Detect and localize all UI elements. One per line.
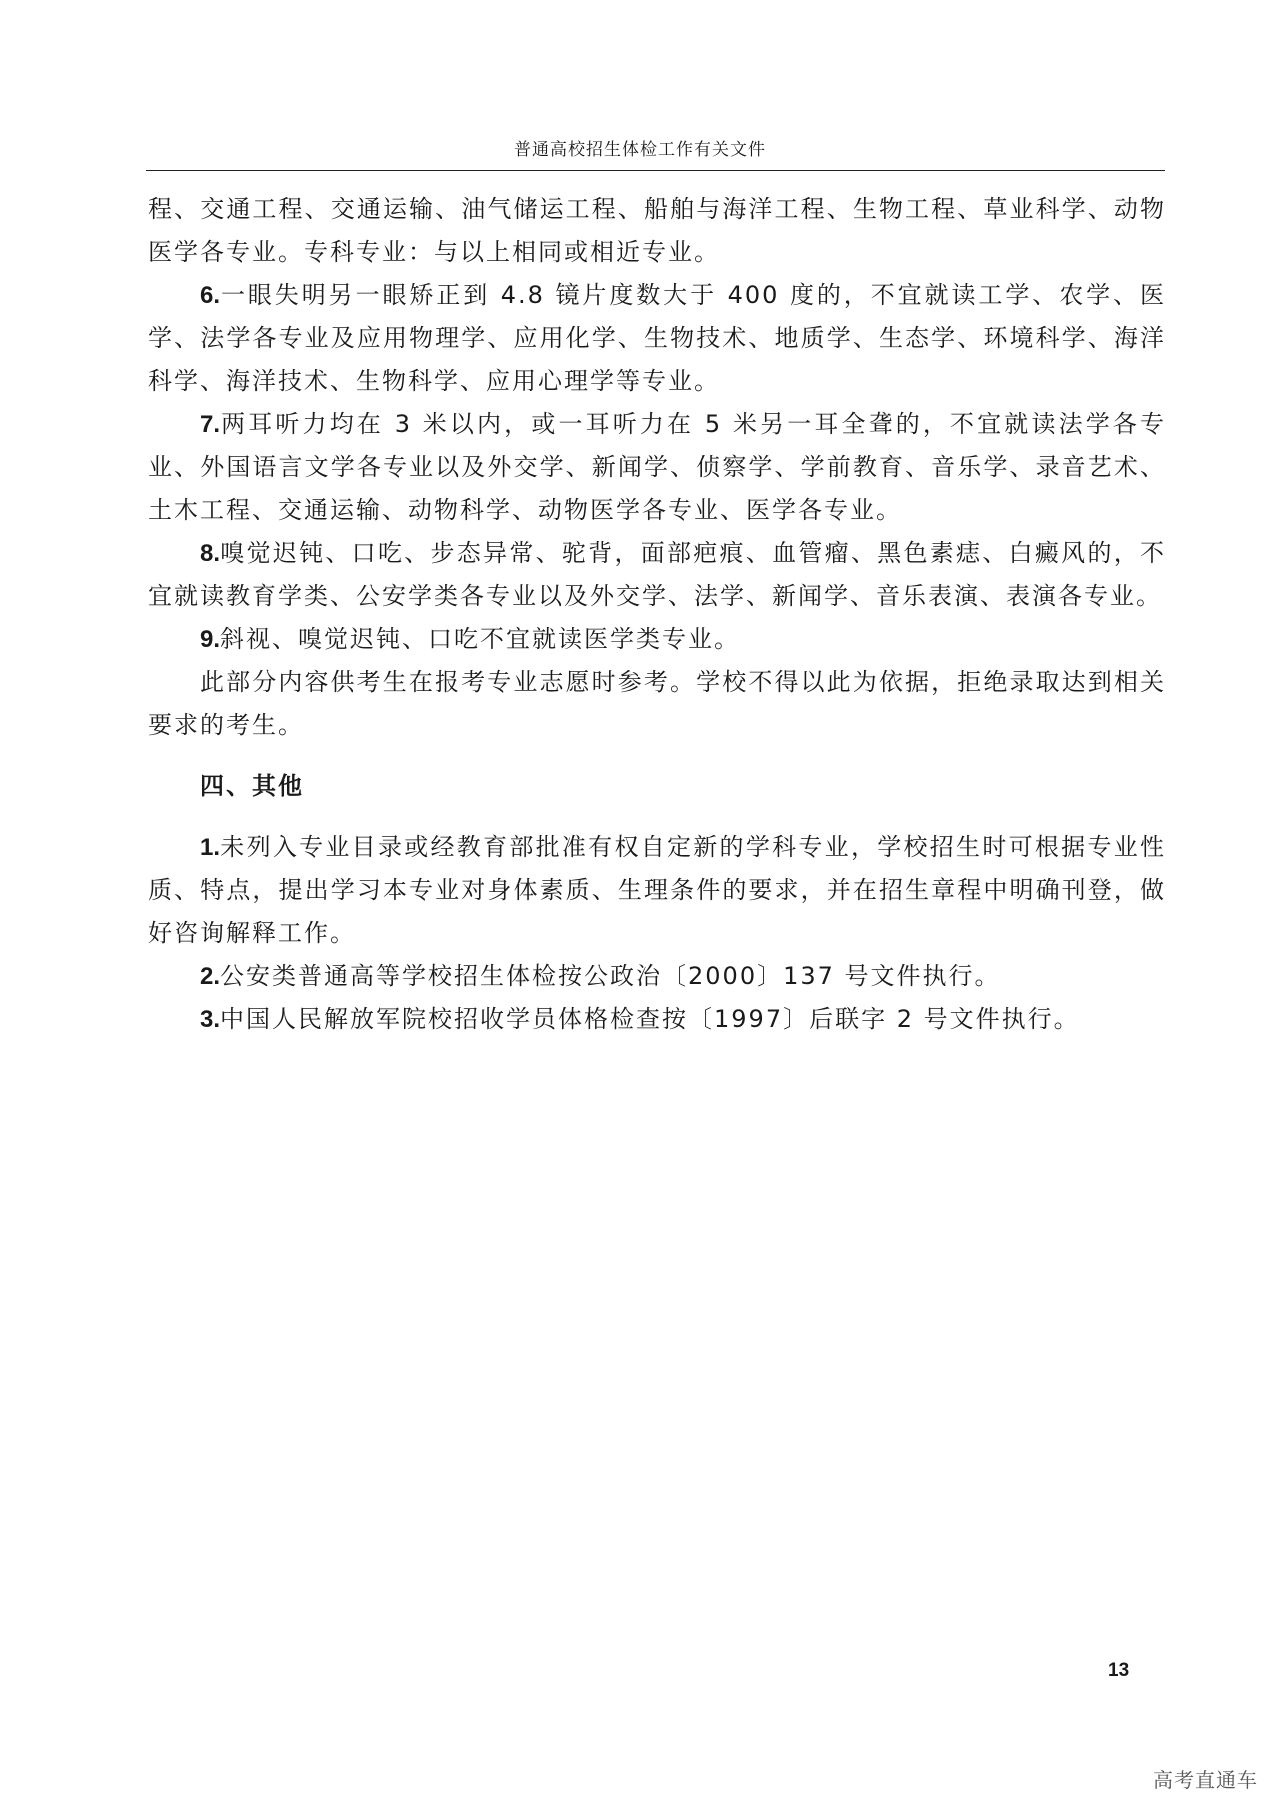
header-rule [146,170,1165,171]
document-body [148,188,1166,1041]
item-number: 7. [200,411,221,438]
section4-item-2 [148,955,1166,998]
item-text: 斜视、嗅觉迟钝、口吃不宜就读医学类专业。 [220,625,741,653]
item-number: 2. [200,963,221,990]
item-text: 两耳听力均在 3 米以内，或一耳听力在 5 米另一耳全聋的，不宜就读法学各专业、外国语言文学各专业以及外交学、新闻学、侦察学、学前教育、音乐学、录音艺术、土木工程、交通运输、动物科学、动物医学各专业、医学各专业。 [148,410,1166,524]
section4-item-3 [148,998,1166,1041]
list-item-9 [148,618,1166,661]
item-text: 嗅觉迟钝、口吃、步态异常、驼背，面部疤痕、血管瘤、黑色素痣、白癜风的，不宜就读教育学类、公安学类各专业以及外交学、法学、新闻学、音乐表演、表演各专业。 [148,539,1166,610]
watermark: 高考直通车 [1153,1768,1258,1792]
item-text: 公安类普通高等学校招生体检按公政治〔2000〕137 号文件执行。 [220,962,1001,990]
item-number: 9. [200,626,221,653]
item-number: 6. [200,282,221,309]
paragraph-continued: 程、交通工程、交通运输、油气储运工程、船舶与海洋工程、生物工程、草业科学、动物医学各专业。专科专业：与以上相同或相近专业。 [148,195,1166,266]
section4-item-1 [148,826,1166,955]
list-item-6 [148,274,1166,403]
item-text: 中国人民解放军院校招收学员体格检查按〔1997〕后联字 2 号文件执行。 [220,1005,1080,1033]
item-number: 8. [200,540,221,567]
list-item-7 [148,403,1166,532]
running-header-title: 普通高校招生体检工作有关文件 [514,140,766,160]
section-heading: 四、其他 [200,772,304,800]
list-item-8 [148,532,1166,618]
item-text: 未列入专业目录或经教育部批准有权自定新的学科专业，学校招生时可根据专业性质、特点，提出学习本专业对身体素质、生理条件的要求，并在招生章程中明确刊登，做好咨询解释工作。 [148,833,1166,947]
note-paragraph: 此部分内容供考生在报考专业志愿时参考。学校不得以此为依据，拒绝录取达到相关要求的考生。 [148,668,1166,739]
page-number: 13 [1108,1660,1130,1681]
item-number: 1. [200,834,221,861]
item-text: 一眼失明另一眼矫正到 4.8 镜片度数大于 400 度的，不宜就读工学、农学、医学、法学各专业及应用物理学、应用化学、生物技术、地质学、生态学、环境科学、海洋科学、海洋技术、生物科学、应用心理学等专业。 [148,281,1166,395]
item-number: 3. [200,1006,221,1033]
